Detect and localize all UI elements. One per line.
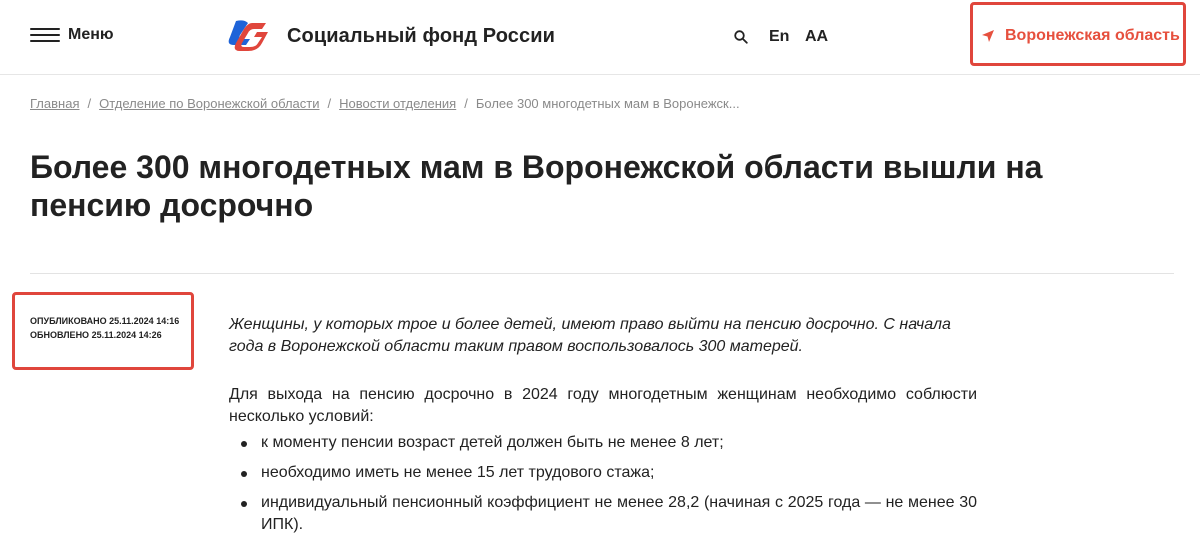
sfr-logo[interactable] — [222, 17, 270, 53]
language-switch[interactable]: En — [769, 28, 790, 45]
breadcrumb-link-news[interactable]: Новости отделения — [339, 96, 457, 111]
breadcrumb-separator: / — [87, 96, 92, 111]
location-arrow-icon — [981, 29, 995, 43]
breadcrumb-link-department[interactable]: Отделение по Воронежской области — [99, 96, 320, 111]
list-item: необходимо иметь не менее 15 лет трудового стажа; — [229, 462, 977, 484]
article-lead: Женщины, у которых трое и более детей, имеют право выйти на пенсию досрочно. С начала года в Воронежской области таким правом воспользовалось 300 матерей. — [229, 316, 951, 355]
search-icon[interactable] — [734, 30, 748, 44]
divider — [30, 273, 1174, 274]
published-date: ОПУБЛИКОВАНО 25.11.2024 14:16 — [30, 316, 180, 326]
font-size-toggle[interactable]: АА — [805, 28, 829, 45]
breadcrumb-separator: / — [327, 96, 332, 111]
menu-label: Меню — [68, 26, 114, 43]
breadcrumb-current: Более 300 многодетных мам в Воронежск... — [475, 96, 740, 111]
hamburger-icon — [30, 26, 60, 44]
breadcrumb — [30, 96, 740, 111]
region-selector[interactable] — [981, 27, 1180, 45]
menu-button[interactable] — [30, 26, 114, 44]
breadcrumb-separator: / — [464, 96, 468, 111]
site-header — [0, 0, 1200, 75]
list-item: к моменту пенсии возраст детей должен быть не менее 8 лет; — [229, 432, 977, 454]
updated-date: ОБНОВЛЕНО 25.11.2024 14:26 — [30, 330, 162, 340]
article-paragraph: Для выхода на пенсию досрочно в 2024 году многодетным женщинам необходимо соблюсти несколько условий: — [229, 386, 977, 425]
conditions-list — [229, 432, 977, 544]
region-label: Воронежская область — [1005, 27, 1180, 44]
breadcrumb-link-home[interactable]: Главная — [30, 96, 80, 111]
page-title: Более 300 многодетных мам в Воронежской области вышли на пенсию досрочно — [30, 149, 1043, 223]
list-item: индивидуальный пенсионный коэффициент не менее 28,2 (начиная с 2025 года — не менее 30 ИПК). — [229, 492, 977, 536]
article-meta — [30, 314, 190, 342]
org-name[interactable]: Социальный фонд России — [287, 25, 556, 47]
